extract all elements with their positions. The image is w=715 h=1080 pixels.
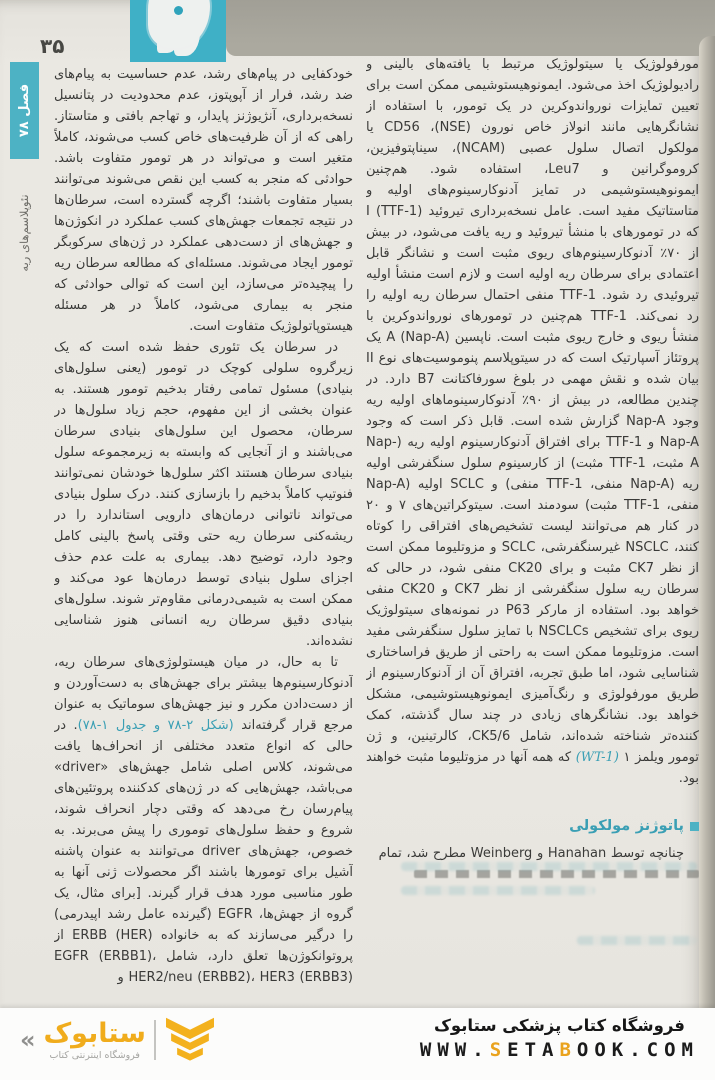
paragraph: چنانچه توسط Hanahan و Weinberg مطرح شد، تمام	[378, 846, 684, 861]
paragraph: تا به حال، در میان هیستولوژی‌های سرطان ریه، آدنوکارسینوم‌ها بیشتر برای جهش‌های به دست‌آوردن و از دست‌دادن مکرر و نیز جهش‌های سوماتیک به عنوان مرجع قرار گرفته‌اند (شکل ۲-۷۸ و جدول ۱-۷۸). در حالی که انواع متعدد مختلفی از انحراف‌ها یافت می‌شوند، کلاس اصلی شامل جهش‌های «driver» می‌باشد، جهش‌هایی که در ژن‌های کدکننده پروتئین‌های پیام‌رسان رخ می‌دهد که وقتی دچار انحراف شوند، شروع و حفظ سلول‌های توموری را پیش می‌برند. به خصوص، جهش‌های driver می‌توانند به عنوان پاشنه آشیل برای تومورها باشند اگر محصولات ژنی آنها به طور مناسبی مورد هدف قرار گیرند. [برای مثال، یک گروه از جهش‌ها، EGFR (گیرنده عامل رشد اپیدرمی) را درگیر می‌سازند که به خانواده ERBB (HER) از پروتوانکوژن‌ها تعلق دارد، شامل EGFR (ERBB1)، HER2/neu (ERBB2)، HER3 (ERBB3) و	[54, 655, 353, 985]
store-url: WWW.SETABOOK.COM	[419, 1039, 699, 1061]
section-bullet-square	[690, 822, 699, 831]
logo-divider	[154, 1020, 156, 1060]
bleedthrough-ghost-text	[401, 886, 595, 895]
paragraph: خودکفایی در پیام‌های رشد، عدم حساسیت به پیام‌های ضد رشد، فرار از آپوپتوز، عدم محدودیت در پتانسیل نسخه‌برداری، آنژیوژنز پایدار، و تهاجم بافتی و متاستاز. راهی که از آن ظرفیت‌های خاص کسب می‌شوند، کاملاً متغیر است و می‌تواند در هر تومور متفاوت باشد. حوادثی که منجر به کسب این نقص می‌شوند می‌توانند بسیار متفاوت باشند؛ اگرچه گسترده است، سرطان‌ها در نتیجه تجمعات جهش‌های کسب عملکرد در انکوژن‌ها و جهش‌های از دست‌دهی عملکرد در ژن‌های سرکوبگر تومور ایجاد می‌شوند. مسئله‌ای که مطالعه سرطان ریه را پیچیده‌تر می‌سازد، این است که توالی حوادثی که منجر به بیماری می‌شود، کاملاً در هر مسئله هیستوپاتولوژیک متفاوت است.	[54, 67, 353, 334]
store-name: فروشگاه کتاب پزشکی ستابوک	[433, 1016, 685, 1035]
chapter-tab	[10, 62, 39, 159]
paragraph: مورفولوژیک یا سیتولوژیک مرتبط با یافته‌های بالینی و رادیولوژیک اخذ می‌شود. ایمونوهیستوشیمی ممکن است برای تعیین تمایزات نورواندوکرین در یک تومور، با استفاده از نشانگرهایی مانند انولاز خاص نورون (NSE)، CD56 یا مولکول اتصال سلول عصبی (NCAM)، سیناپتوفیزین، کروموگرانین و Leu7، استفاده شود. هم‌چنین ایمونوهیستوشیمی در تمایز آدنوکارسینوم‌های اولیه و متاستاتیک مفید است. عامل نسخه‌برداری تیروئید I (TTF-1) که در تومورهای با منشأ تیروئید و ریه یافت می‌شود، در بیش از ۷۰٪ آدنوکارسینوم‌های ریوی مثبت است و نشانگر قابل اعتمادی برای سرطان ریه اولیه است و لازم است منشأ اولیه تیروئیدی رد شود. TTF-1 منفی احتمال سرطان ریه اولیه را رد نمی‌کند. TTF-1 هم‌چنین در تومورهای نورواندوکرین با منشأ ریوی و خارج ریوی مثبت است. ناپسین A (Nap-A) یک پروتئاز آسپارتیک است که در سیتوپلاسم پنوموسیت‌های نوع II بیان شده و نقش مهمی در بلوغ سورفاکتانت B7 دارد. در چندین مطالعه، در بیش از ۹۰٪ آدنوکارسینوماهای اولیه ریه وجود Nap-A گزارش شده است. قابل ذکر است که وجود Nap-A و TTF-1 برای افتراق آدنوکارسینوم اولیه ریه (Nap-A مثبت، TTF-1 مثبت) از کارسینوم سلول سنگفرشی اولیه ریه (Nap-A منفی، TTF-1 منفی) و SCLC اولیه (Nap-A منفی، TTF-1 مثبت) سودمند است. سیتوکراتین‌های ۷ و ۲۰ در کنار هم می‌توانند لیست تشخیص‌های افتراقی را کوتاه کنند، NSCLC غیرسنگفرشی، SCLC و مزوتلیوما ممکن است از نظر CK7 مثبت و برای CK20 منفی شود، در حالی که سرطان ریه سلول سنگفرشی از نظر CK7 و CK20 منفی خواهد بود. استفاده از مارکر P63 در نمونه‌های سیتولوژیک ریوی برای تشخیص NSCLCs با تمایز سلول سنگفرشی مفید است. مزوتلیوما ممکن است به راحتی از طریق فراساختاری شناسایی شود، اما طبق تجربه، افتراق آن از آدنوکارسینوم از طریق مورفولوژی و رنگ‌آمیزی ایمونوهیستوشیمی، مشکل خواهد بود. نشانگرهای زیادی در چند سال گذشته، کمک کننده‌تر شناخته شده‌اند، شامل CK5/6، کالرتینین، و ژن تومور ویلمز ۱ (WT-1) که همه آنها در مزوتلیوما مثبت خواهند بود.	[366, 57, 699, 786]
guillemet-mark: «	[20, 1026, 36, 1054]
logo-tagline: فروشگاه اینترنتی کتاب	[49, 1050, 140, 1062]
teal-artwork	[130, 0, 226, 62]
section-heading-text: پاتوژنز مولکولی	[569, 818, 684, 834]
section-heading	[366, 816, 699, 837]
bleedthrough-ghost-text	[577, 936, 697, 945]
setabook-logo	[20, 1016, 216, 1064]
bleedthrough-ghost-text	[401, 862, 697, 871]
page-edge-curl	[699, 36, 715, 1010]
logo-wordmark: ستابوک	[43, 1017, 146, 1049]
text-column-left	[54, 64, 353, 1008]
sidebar-section-title: نئوپلاسم‌های ریه	[17, 194, 31, 272]
paragraph: در سرطان یک تئوری حفظ شده است که یک زیرگروه سلولی کوچک در تومور (یعنی سلول‌های بنیادی) مسئول تمامی رفتار بدخیم تومور هستند. به عنوان بخشی از این مفهوم، حجم زیاد سلول‌ها در سرطان، محصول این سلول‌های بنیادی سرطان می‌باشند و از آنجایی که وابسته به زیرمجموعه سلول بنیادی سرطان هستند اکثر سلول‌ها خودشان نمی‌توانند فنوتیپ کاملاً بدخیم را بازسازی کنند. درک سلول بنیادی می‌تواند ناتوانی درمان‌های دارویی استاندارد را در ریشه‌کنی سرطان ریه حتی وقتی پاسخ بالینی کامل وجود دارد، توضیح دهد. بیماری به علت عدم حذف اجزای سلول بنیادی توسط درمان‌ها عود می‌کند و ممکن است به شیمی‌درمانی مقاوم‌تر شوند. سلول‌های بنیادی دقیق سرطان ریه انسانی هنوز شناسایی نشده‌اند.	[54, 340, 353, 649]
clipped-text-line	[414, 870, 699, 878]
chevron-book-icon	[164, 1016, 216, 1064]
page-number: ۳۵	[40, 34, 65, 58]
chapter-tab-label: فصل ۷۸	[17, 83, 32, 138]
bookstore-footer	[0, 1008, 715, 1080]
artwork-dot	[174, 6, 183, 15]
footer-store-info	[420, 1016, 699, 1061]
photo-background	[226, 0, 715, 56]
